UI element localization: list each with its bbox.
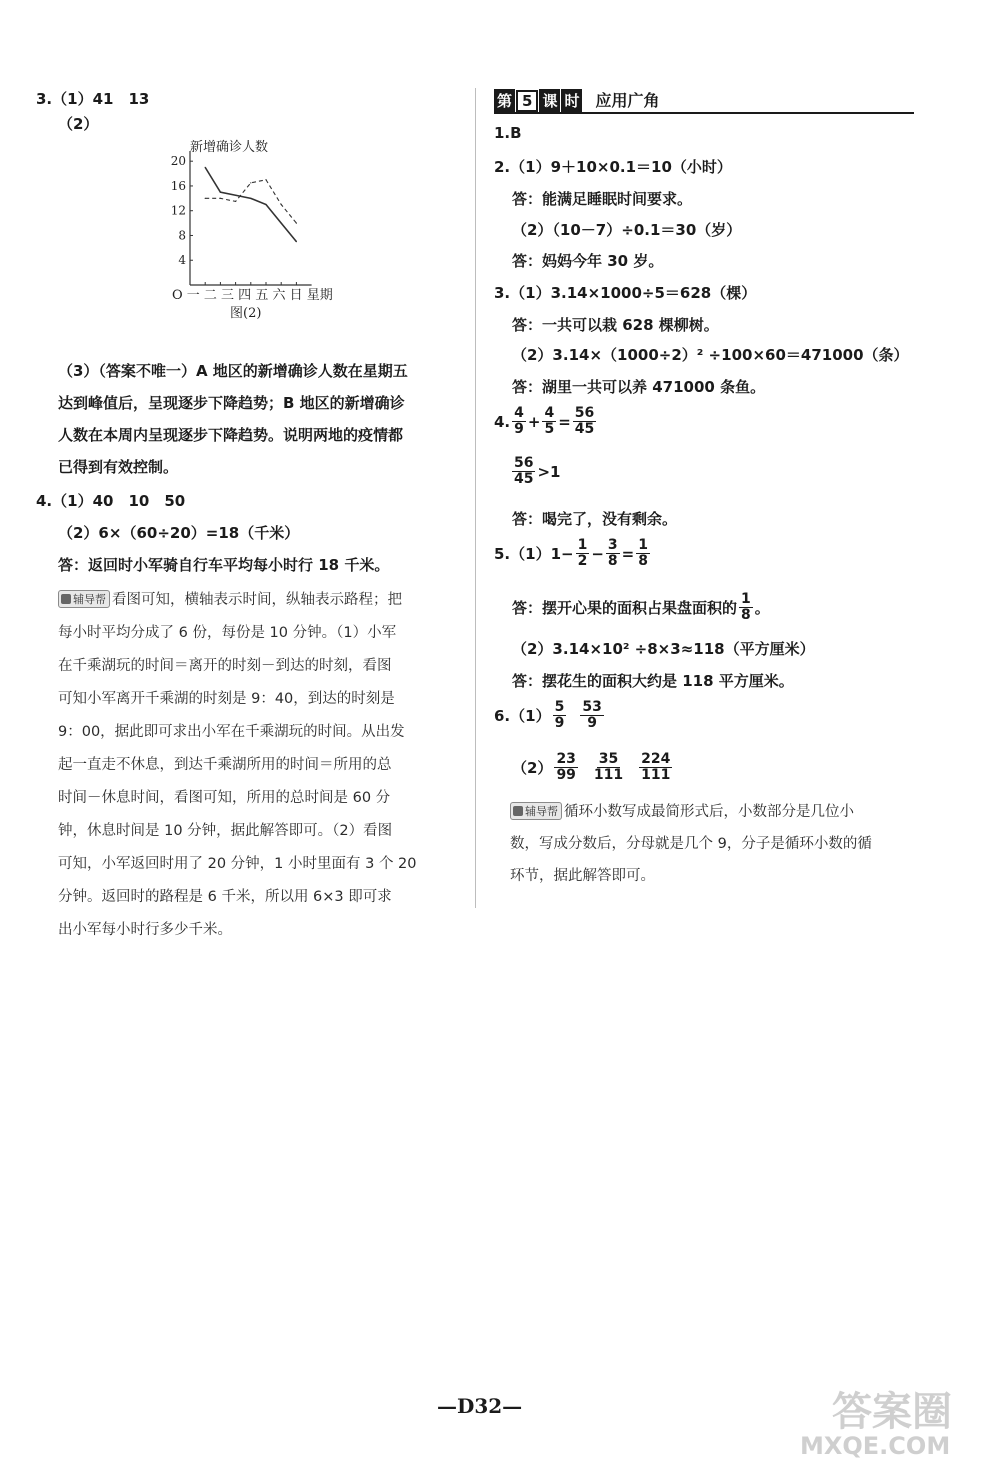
line-chart (160, 135, 360, 325)
r-help-line-2: 数，写成分数后，分母就是几个 9，分子是循环小数的循 (510, 836, 872, 852)
chart-caption: 图(2) (230, 306, 262, 321)
y-tick-label: 4 (178, 253, 186, 268)
r-q4-answer: 答：喝完了，没有剩余。 (512, 510, 678, 528)
help-line-1: 辅导帮 看图可知，横轴表示时间，纵轴表示路程；把 (58, 588, 402, 609)
r-q2-part1: 2.（1）9＋10×0.1＝10（小时） (494, 158, 732, 176)
fraction: $\frac{1}{2}$ (577, 537, 588, 569)
tutor-icon (61, 594, 71, 604)
help-line-3: 在千乘湖玩的时间＝离开的时刻－到达的时刻，看图 (58, 658, 392, 674)
column-divider (475, 88, 476, 908)
data-point (220, 192, 221, 193)
data-point (265, 179, 266, 180)
r-q6-part1: 6.（1） $\frac{5}{9}$ $\frac{53}{9}$ (494, 699, 602, 731)
data-point (281, 222, 282, 223)
tutor-icon (513, 806, 523, 816)
help-line-10: 分钟。返回时的路程是 6 千米，所以用 6×3 即可求 (58, 889, 392, 905)
y-tick-label: 16 (170, 178, 186, 193)
fraction: $\frac{224}{111}$ (641, 751, 671, 783)
header-rule (494, 112, 914, 114)
r-q5-equation: 5.（1）1− $\frac{1}{2}$ − $\frac{3}{8}$ = $\frac{1}{8}$ (494, 537, 648, 569)
page-number: —D32— (437, 1394, 523, 1418)
r-q2-answer2: 答：妈妈今年 30 岁。 (512, 252, 664, 270)
fraction: $\frac{56}{45}$ (574, 405, 595, 437)
data-point (235, 201, 236, 202)
data-point (296, 222, 297, 223)
help-line-8: 钟，休息时间是 10 分钟，据此解答即可。（2）看图 (58, 823, 393, 839)
q3-part2-label: （2） (58, 115, 99, 133)
help-line-5: 9：00，据此即可求出小军在千乘湖玩的时间。从出发 (58, 724, 405, 740)
fraction: $\frac{3}{8}$ (607, 537, 618, 569)
data-point (250, 182, 251, 183)
data-point (296, 241, 297, 242)
q3-part3-line3: 人数在本周内呈现逐步下降趋势。说明两地的疫情都 (58, 426, 404, 444)
fraction: $\frac{23}{99}$ (556, 751, 576, 783)
r-q4-equation: 4. $\frac{4}{9}$ + $\frac{4}{5}$ = $\frac{56}{45}$ (494, 405, 595, 437)
y-tick-label: 20 (170, 154, 186, 169)
q3-part3-line2: 达到峰值后，呈现逐步下降趋势；B 地区的新增确诊 (58, 394, 405, 412)
fraction: $\frac{35}{111}$ (593, 751, 624, 783)
y-tick-label: 12 (170, 203, 186, 218)
q3-part1: 3.（1）41 13 (36, 90, 150, 108)
data-point (235, 195, 236, 196)
header-box-1: 第 (494, 89, 515, 112)
help-line-11: 出小军每小时行多少千米。 (58, 922, 232, 938)
fraction: $\frac{4}{5}$ (544, 405, 555, 437)
fraction: $\frac{5}{9}$ (554, 699, 565, 731)
help-tag: 辅导帮 (510, 802, 562, 820)
r-q5-answer2: 答：摆花生的面积大约是 118 平方厘米。 (512, 672, 794, 690)
q3-part3-line1: （3）（答案不唯一）A 地区的新增确诊人数在星期五 (58, 362, 408, 380)
watermark-url: MXQE.COM (800, 1432, 951, 1460)
q4-part2: （2）6×（60÷20）=18（千米） (58, 524, 300, 542)
q4-part1: 4.（1）40 10 50 (36, 492, 186, 510)
fraction: $\frac{1}{8}$ (638, 537, 648, 569)
header-topic: 应用广角 (595, 91, 660, 110)
help-line-9: 可知，小军返回时用了 20 分钟，1 小时里面有 3 个 20 (58, 856, 417, 872)
r-q1: 1.B (494, 124, 522, 142)
lesson-header (494, 88, 660, 112)
q4-answer: 答：返回时小军骑自行车平均每小时行 18 千米。 (58, 556, 390, 574)
help-line-4: 可知小军离开千乘湖的时刻是 9：40，到达的时刻是 (58, 691, 395, 707)
r-help-line-1: 辅导帮 循环小数写成最简形式后，小数部分是几位小 (510, 800, 854, 821)
series-line-a (205, 180, 296, 223)
fraction: $\frac{53}{9}$ (582, 699, 602, 731)
fraction: $\frac{56}{45}$ (514, 455, 534, 487)
q3-part3-line4: 已得到有效控制。 (58, 458, 179, 476)
r-q5-part2: （2）3.14×10² ÷8×3≈118（平方厘米） (512, 640, 815, 658)
y-tick-label: 8 (178, 228, 186, 243)
header-box-2: 课 (539, 89, 560, 112)
r-q4-compare: $\frac{56}{45}$ >1 (514, 455, 561, 487)
chart-series (205, 167, 297, 242)
chart-title: 新增确诊人数 (190, 140, 269, 155)
r-q5-answer1: 答：摆开心果的面积占果盘面积的 $\frac{1}{8}$ 。 (512, 591, 770, 623)
help-line-6: 起一直走不休息，到达千乘湖所用的时间＝所用的总 (58, 757, 392, 773)
data-point (220, 198, 221, 199)
watermark-logo: 答案圈 (832, 1389, 952, 1435)
help-line-7: 时间－休息时间，看图可知，所用的总时间是 60 分 (58, 790, 391, 806)
fraction: $\frac{4}{9}$ (514, 405, 524, 437)
r-q3-part2: （2）3.14×（1000÷2）² ÷100×60＝471000（条） (512, 346, 909, 364)
r-q3-part1: 3.（1）3.14×1000÷5＝628（棵） (494, 284, 757, 302)
r-q6-part2: （2） $\frac{23}{99}$ $\frac{35}{111}$ $\frac{224}{111}$ (512, 751, 671, 783)
r-q2-part2: （2）（10－7）÷0.1＝30（岁） (512, 221, 742, 239)
data-point (265, 204, 266, 205)
series-line-b (205, 167, 296, 241)
help-tag: 辅导帮 (58, 590, 110, 608)
r-help-line-3: 环节，据此解答即可。 (510, 868, 655, 884)
data-point (281, 204, 282, 205)
fraction: $\frac{1}{8}$ (741, 591, 751, 623)
header-box-3: 时 (561, 89, 582, 112)
data-point (205, 198, 206, 199)
r-q2-answer1: 答：能满足睡眠时间要求。 (512, 190, 693, 208)
help-line-2: 每小时平均分成了 6 份，每份是 10 分钟。（1）小军 (58, 625, 397, 641)
data-point (205, 167, 206, 168)
data-point (250, 198, 251, 199)
header-number: 5 (516, 90, 538, 112)
r-q3-answer1: 答：一共可以栽 628 棵柳树。 (512, 316, 719, 334)
chart-x-axis-label: O 一 二 三 四 五 六 日 星期 (172, 288, 333, 303)
r-q3-answer2: 答：湖里一共可以养 471000 条鱼。 (512, 378, 766, 396)
